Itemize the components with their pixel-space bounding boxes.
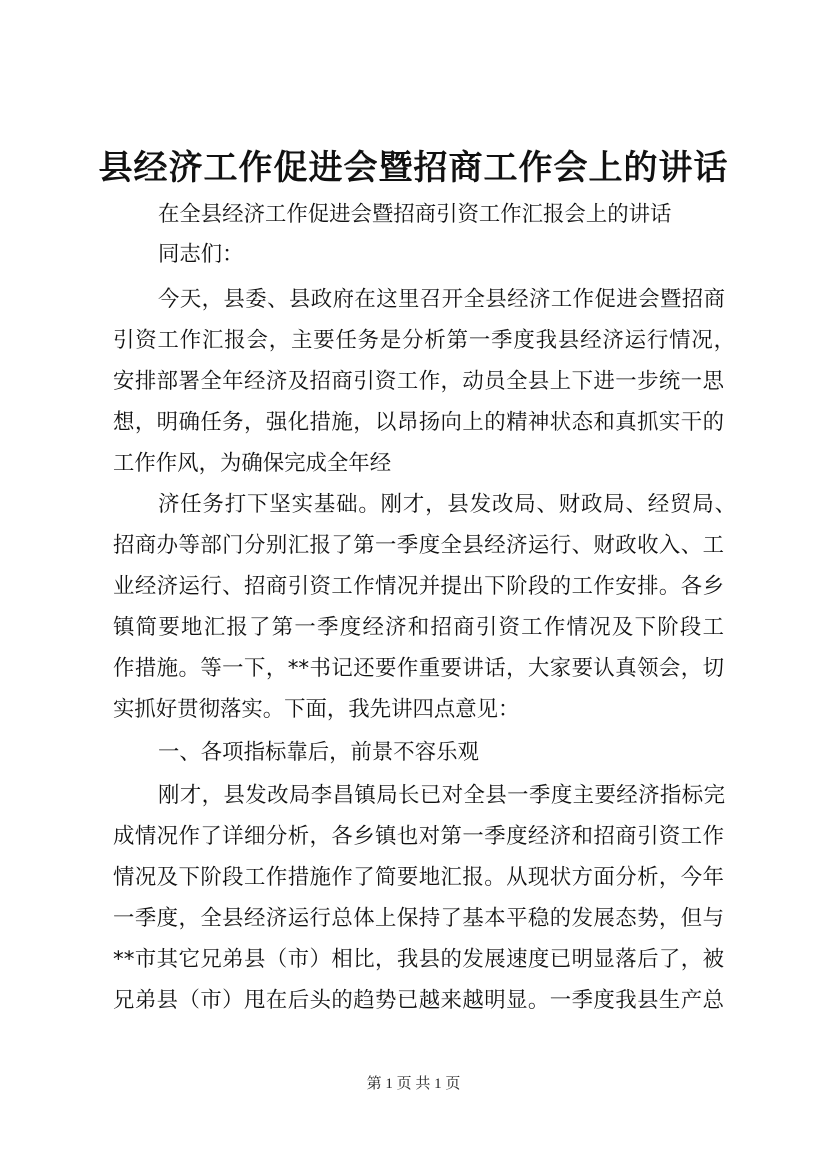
paragraph-line: 刚才，县发改局李昌镇局长已对全县一季度主要经济指标完 [158,783,725,808]
paragraph-line: 今天，县委、县政府在这里召开全县经济工作促进会暨招商 [158,287,725,312]
paragraph-line: 工作作风，为确保完成全年经 [113,451,392,476]
section-heading: 一、各项指标靠后，前景不容乐观 [158,740,479,765]
paragraph-line: 实抓好贯彻落实。下面，我先讲四点意见： [113,697,520,722]
paragraph-line: 兄弟县（市）甩在后头的趋势已越来越明显。一季度我县生产总 [113,988,724,1013]
paragraph-line: 招商办等部门分别汇报了第一季度全县经济运行、财政收入、工 [113,533,724,558]
salutation: 同志们： [158,242,244,267]
paragraph-line: 成情况作了详细分析，各乡镇也对第一季度经济和招商引资工作 [113,824,724,849]
subtitle-line: 在全县经济工作促进会暨招商引资工作汇报会上的讲话 [158,202,672,227]
paragraph-line: 想，明确任务，强化措施，以昂扬向上的精神状态和真抓实干的 [113,410,724,435]
paragraph-line: 作措施。等一下，**书记还要作重要讲话，大家要认真领会，切 [113,656,724,681]
paragraph-line: 一季度，全县经济运行总体上保持了基本平稳的发展态势，但与 [113,906,724,931]
paragraph-line: 业经济运行、招商引资工作情况并提出下阶段的工作安排。各乡 [113,574,724,599]
document-title: 县经济工作促进会暨招商工作会上的讲话 [98,148,729,188]
paragraph-line: **市其它兄弟县（市）相比，我县的发展速度已明显落后了，被 [113,947,724,972]
paragraph-line: 安排部署全年经济及招商引资工作，动员全县上下进一步统一思 [113,369,724,394]
page-number: 第 1 页 共 1 页 [366,1076,461,1092]
paragraph-line: 镇简要地汇报了第一季度经济和招商引资工作情况及下阶段工 [113,615,724,640]
paragraph-line: 引资工作汇报会，主要任务是分析第一季度我县经济运行情况， [113,328,735,353]
paragraph-line: 济任务打下坚实基础。刚才，县发改局、财政局、经贸局、 [158,492,736,517]
paragraph-line: 情况及下阶段工作措施作了简要地汇报。从现状方面分析，今年 [113,865,724,890]
